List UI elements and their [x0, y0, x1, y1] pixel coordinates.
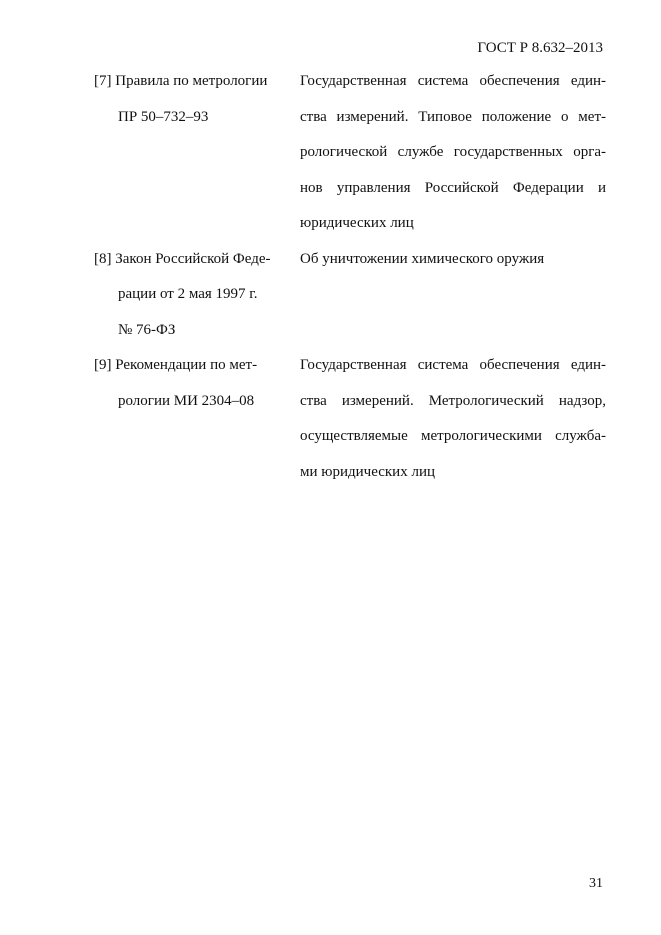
- reference-title: [300, 242, 606, 349]
- reference-source: [94, 348, 300, 490]
- reference-source-line: ПР 50–732–93: [118, 108, 209, 125]
- reference-title-line: юридических лиц: [300, 215, 414, 231]
- reference-title-line: ства измерений. Типовое положение о мет-: [300, 108, 606, 125]
- reference-title-line: ства измерений. Метрологический надзор,: [300, 392, 606, 409]
- reference-source: [94, 64, 300, 242]
- reference-item: [94, 242, 606, 349]
- reference-title: [300, 348, 606, 490]
- reference-source-line: [9] Рекомендации по мет-: [94, 357, 258, 373]
- reference-item: [94, 348, 606, 490]
- reference-item: [94, 64, 606, 242]
- reference-source-line: рации от 2 мая 1997 г.: [118, 286, 258, 302]
- reference-title-line: ми юридических лиц: [300, 463, 435, 480]
- reference-title-line: Государственная система обеспечения един-: [300, 357, 606, 373]
- reference-title-line: рологической службе государственных орга-: [300, 144, 606, 160]
- reference-title-line: Государственная система обеспечения един-: [300, 73, 606, 89]
- reference-title-line: осуществляемые метрологическими служба-: [300, 428, 606, 444]
- reference-source-line: [8] Закон Российской Феде-: [94, 250, 271, 267]
- reference-title-line: Об уничтожении химического оружия: [300, 250, 545, 267]
- reference-title-line: нов управления Российской Федерации и: [300, 179, 606, 196]
- reference-source-line: № 76-ФЗ: [118, 321, 176, 338]
- standard-header: ГОСТ Р 8.632–2013: [477, 40, 603, 56]
- page-number: 31: [589, 876, 603, 891]
- reference-title: [300, 64, 606, 242]
- reference-source-line: [7] Правила по метрологии: [94, 73, 268, 89]
- bibliography-list: [94, 64, 606, 490]
- reference-source: [94, 242, 300, 349]
- reference-source-line: рологии МИ 2304–08: [118, 392, 255, 409]
